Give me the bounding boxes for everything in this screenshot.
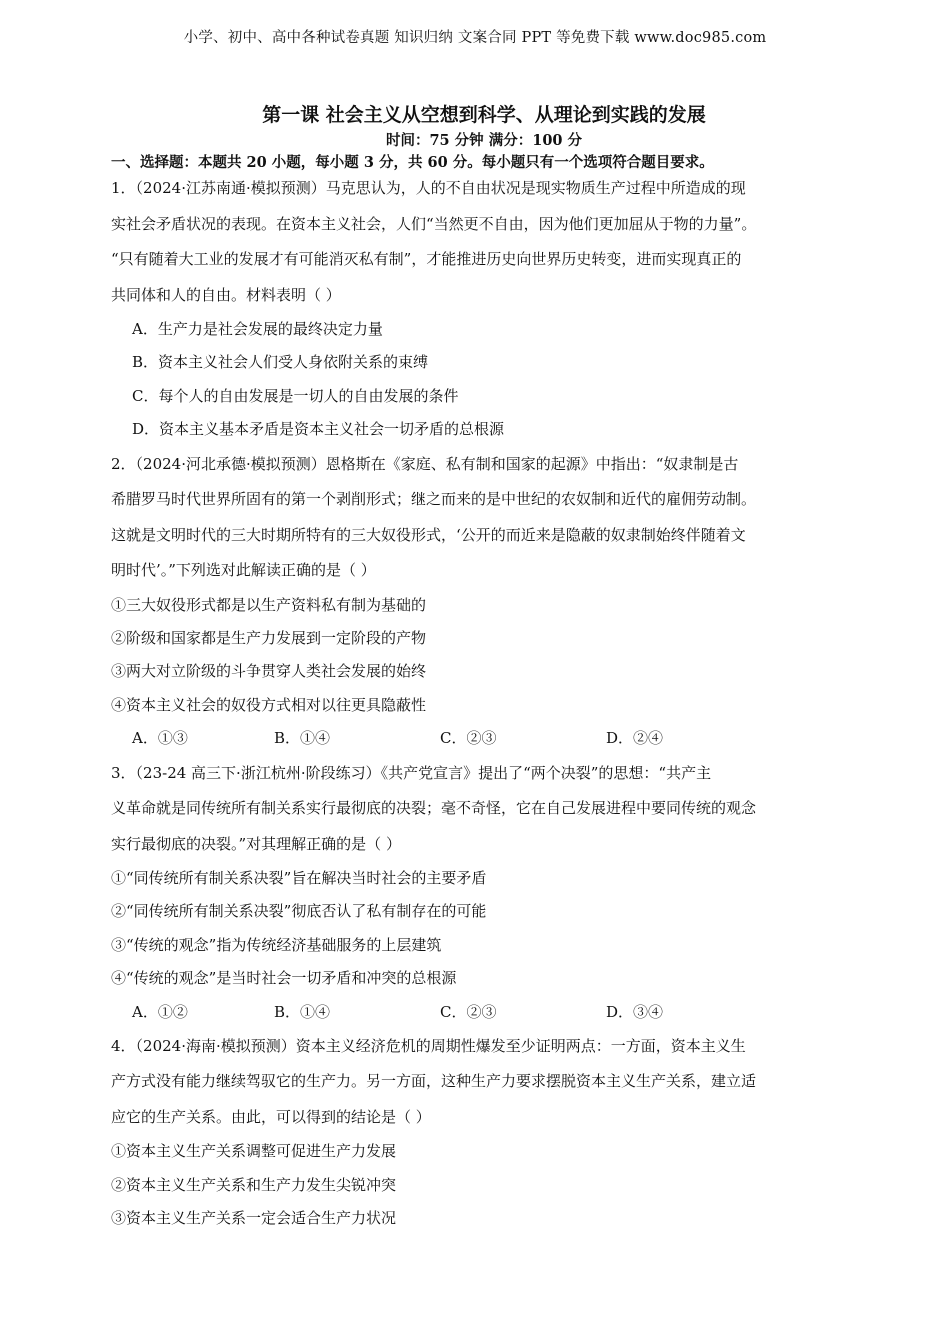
statement-2: ②“同传统所有制关系决裂”彻底否认了私有制存在的可能 bbox=[111, 902, 487, 921]
question-text: 这就是文明时代的三大时期所特有的三大奴役形式，‘公开的而近来是隐蔽的奴隶制始终伴随着文 bbox=[111, 525, 746, 544]
question-text: 明时代’。”下列选对此解读正确的是（ ） bbox=[111, 561, 376, 580]
statement-3: ③“传统的观念”指为传统经济基础服务的上层建筑 bbox=[111, 935, 442, 954]
option-a: A．生产力是社会发展的最终决定力量 bbox=[132, 320, 383, 338]
choice-b: B．①④ bbox=[274, 729, 331, 748]
site-header: 小学、初中、高中各种试卷真题 知识归纳 文案合同 PPT 等免费下载 www.doc985.com bbox=[183, 30, 767, 46]
question-list bbox=[111, 171, 841, 1236]
choice-d: D．③④ bbox=[606, 1002, 664, 1021]
statement-4: ④资本主义社会的奴役方式相对以往更具隐蔽性 bbox=[111, 695, 427, 714]
option-b: B．资本主义社会人们受人身依附关系的束缚 bbox=[132, 353, 429, 372]
question-3 bbox=[111, 756, 841, 1029]
statement-1: ①三大奴役形式都是以生产资料私有制为基础的 bbox=[111, 595, 427, 614]
answer-choices bbox=[111, 996, 841, 1029]
answer-choices bbox=[111, 722, 841, 755]
question-text: 实社会矛盾状况的表现。在资本主义社会，人们“当然更不自由，因为他们更加屈从于物的力量”。 bbox=[111, 214, 757, 233]
question-text: 义革命就是同传统所有制关系实行最彻底的决裂；毫不奇怪，它在自己发展进程中要同传统的观念 bbox=[111, 799, 757, 818]
choice-d: D．②④ bbox=[606, 729, 664, 748]
question-text: 2．（2024·河北承德·模拟预测）恩格斯在《家庭、私有制和国家的起源》中指出：“奴隶制是古 bbox=[111, 454, 739, 473]
question-text: 希腊罗马时代世界所固有的第一个剥削形式；继之而来的是中世纪的农奴制和近代的雇佣劳动制。 bbox=[111, 490, 757, 509]
statement-1: ①资本主义生产关系调整可促进生产力发展 bbox=[111, 1142, 397, 1161]
question-text: 1．（2024·江苏南通·模拟预测）马克思认为，人的不自由状况是现实物质生产过程中所造成的现 bbox=[111, 179, 746, 197]
question-text: 应它的生产关系。由此，可以得到的结论是（ ） bbox=[111, 1107, 431, 1126]
question-text: 3．（23-24 高三下·浙江杭州·阶段练习）《共产党宣言》提出了“两个决裂”的思想：“共产主 bbox=[111, 763, 712, 782]
statement-1: ①“同传统所有制关系决裂”旨在解决当时社会的主要矛盾 bbox=[111, 869, 487, 888]
question-text: 实行最彻底的决裂。”对其理解正确的是（ ） bbox=[111, 834, 401, 853]
page-title: 第一课 社会主义从空想到科学、从理论到实践的发展 bbox=[262, 104, 706, 126]
option-d: D．资本主义基本矛盾是资本主义社会一切矛盾的总根源 bbox=[132, 420, 505, 439]
choice-c: C．②③ bbox=[440, 729, 497, 748]
statement-2: ②资本主义生产关系和生产力发生尖锐冲突 bbox=[111, 1175, 397, 1194]
statement-2: ②阶级和国家都是生产力发展到一定阶段的产物 bbox=[111, 628, 427, 647]
option-c: C．每个人的自由发展是一切人的自由发展的条件 bbox=[132, 386, 459, 405]
choice-b: B．①④ bbox=[274, 1002, 331, 1021]
exam-time-score: 时间：75 分钟 满分：100 分 bbox=[385, 132, 583, 149]
question-4 bbox=[111, 1029, 841, 1236]
choice-a: A．①② bbox=[132, 1002, 188, 1021]
statement-3: ③两大对立阶级的斗争贯穿人类社会发展的始终 bbox=[111, 662, 427, 681]
section-instruction: 一、选择题：本题共 20 小题，每小题 3 分，共 60 分。每小题只有一个选项符合题目要求。 bbox=[111, 154, 714, 171]
question-1 bbox=[111, 171, 841, 447]
choice-a: A．①③ bbox=[132, 729, 188, 748]
statement-4: ④“传统的观念”是当时社会一切矛盾和冲突的总根源 bbox=[111, 969, 457, 988]
question-text: 共同体和人的自由。材料表明（ ） bbox=[111, 285, 341, 304]
question-2 bbox=[111, 447, 841, 756]
question-text: 产方式没有能力继续驾驭它的生产力。另一方面，这种生产力要求摆脱资本主义生产关系，建立适 bbox=[111, 1072, 757, 1091]
choice-c: C．②③ bbox=[440, 1002, 497, 1021]
statement-3: ③资本主义生产关系一定会适合生产力状况 bbox=[111, 1209, 397, 1228]
question-text: “只有随着大工业的发展才有可能消灭私有制”，才能推进历史向世界历史转变，进而实现真正的 bbox=[111, 250, 742, 268]
question-text: 4．（2024·海南·模拟预测）资本主义经济危机的周期性爆发至少证明两点：一方面，资本主义生 bbox=[111, 1036, 746, 1055]
